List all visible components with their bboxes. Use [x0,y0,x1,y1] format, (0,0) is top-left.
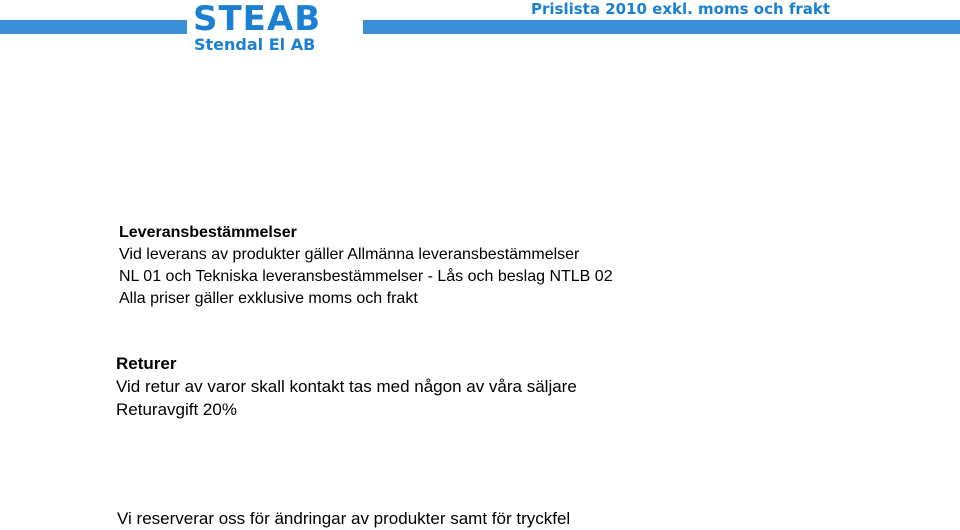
price-list-title: Prislista 2010 exkl. moms och frakt [525,0,875,20]
logo-company-name: Stendal El AB [194,35,316,54]
delivery-terms-line-2: NL 01 och Tekniska leveransbestämmelser - Lås och beslag NTLB 02 [119,268,613,285]
returns-line-1: Vid retur av varor skall kontakt tas med någon av våra säljare [116,377,577,396]
header-stripe [0,20,960,34]
company-logo [187,0,363,54]
returns-heading: Returer [116,354,177,373]
disclaimer-text: Vi reserverar oss för ändringar av produkter samt för tryckfel [117,509,571,528]
disclaimer-section [117,507,570,530]
logo-wordmark: STEAB [193,0,322,39]
returns-line-2: Returavgift 20% [116,400,237,419]
delivery-terms-line-3: Alla priser gäller exklusive moms och frakt [119,290,418,307]
returns-section [116,352,577,421]
delivery-terms-heading: Leveransbestämmelser [119,224,297,241]
delivery-terms-line-1: Vid leverans av produkter gäller Allmänna leveransbestämmelser [119,246,580,263]
delivery-terms-section [119,222,613,310]
